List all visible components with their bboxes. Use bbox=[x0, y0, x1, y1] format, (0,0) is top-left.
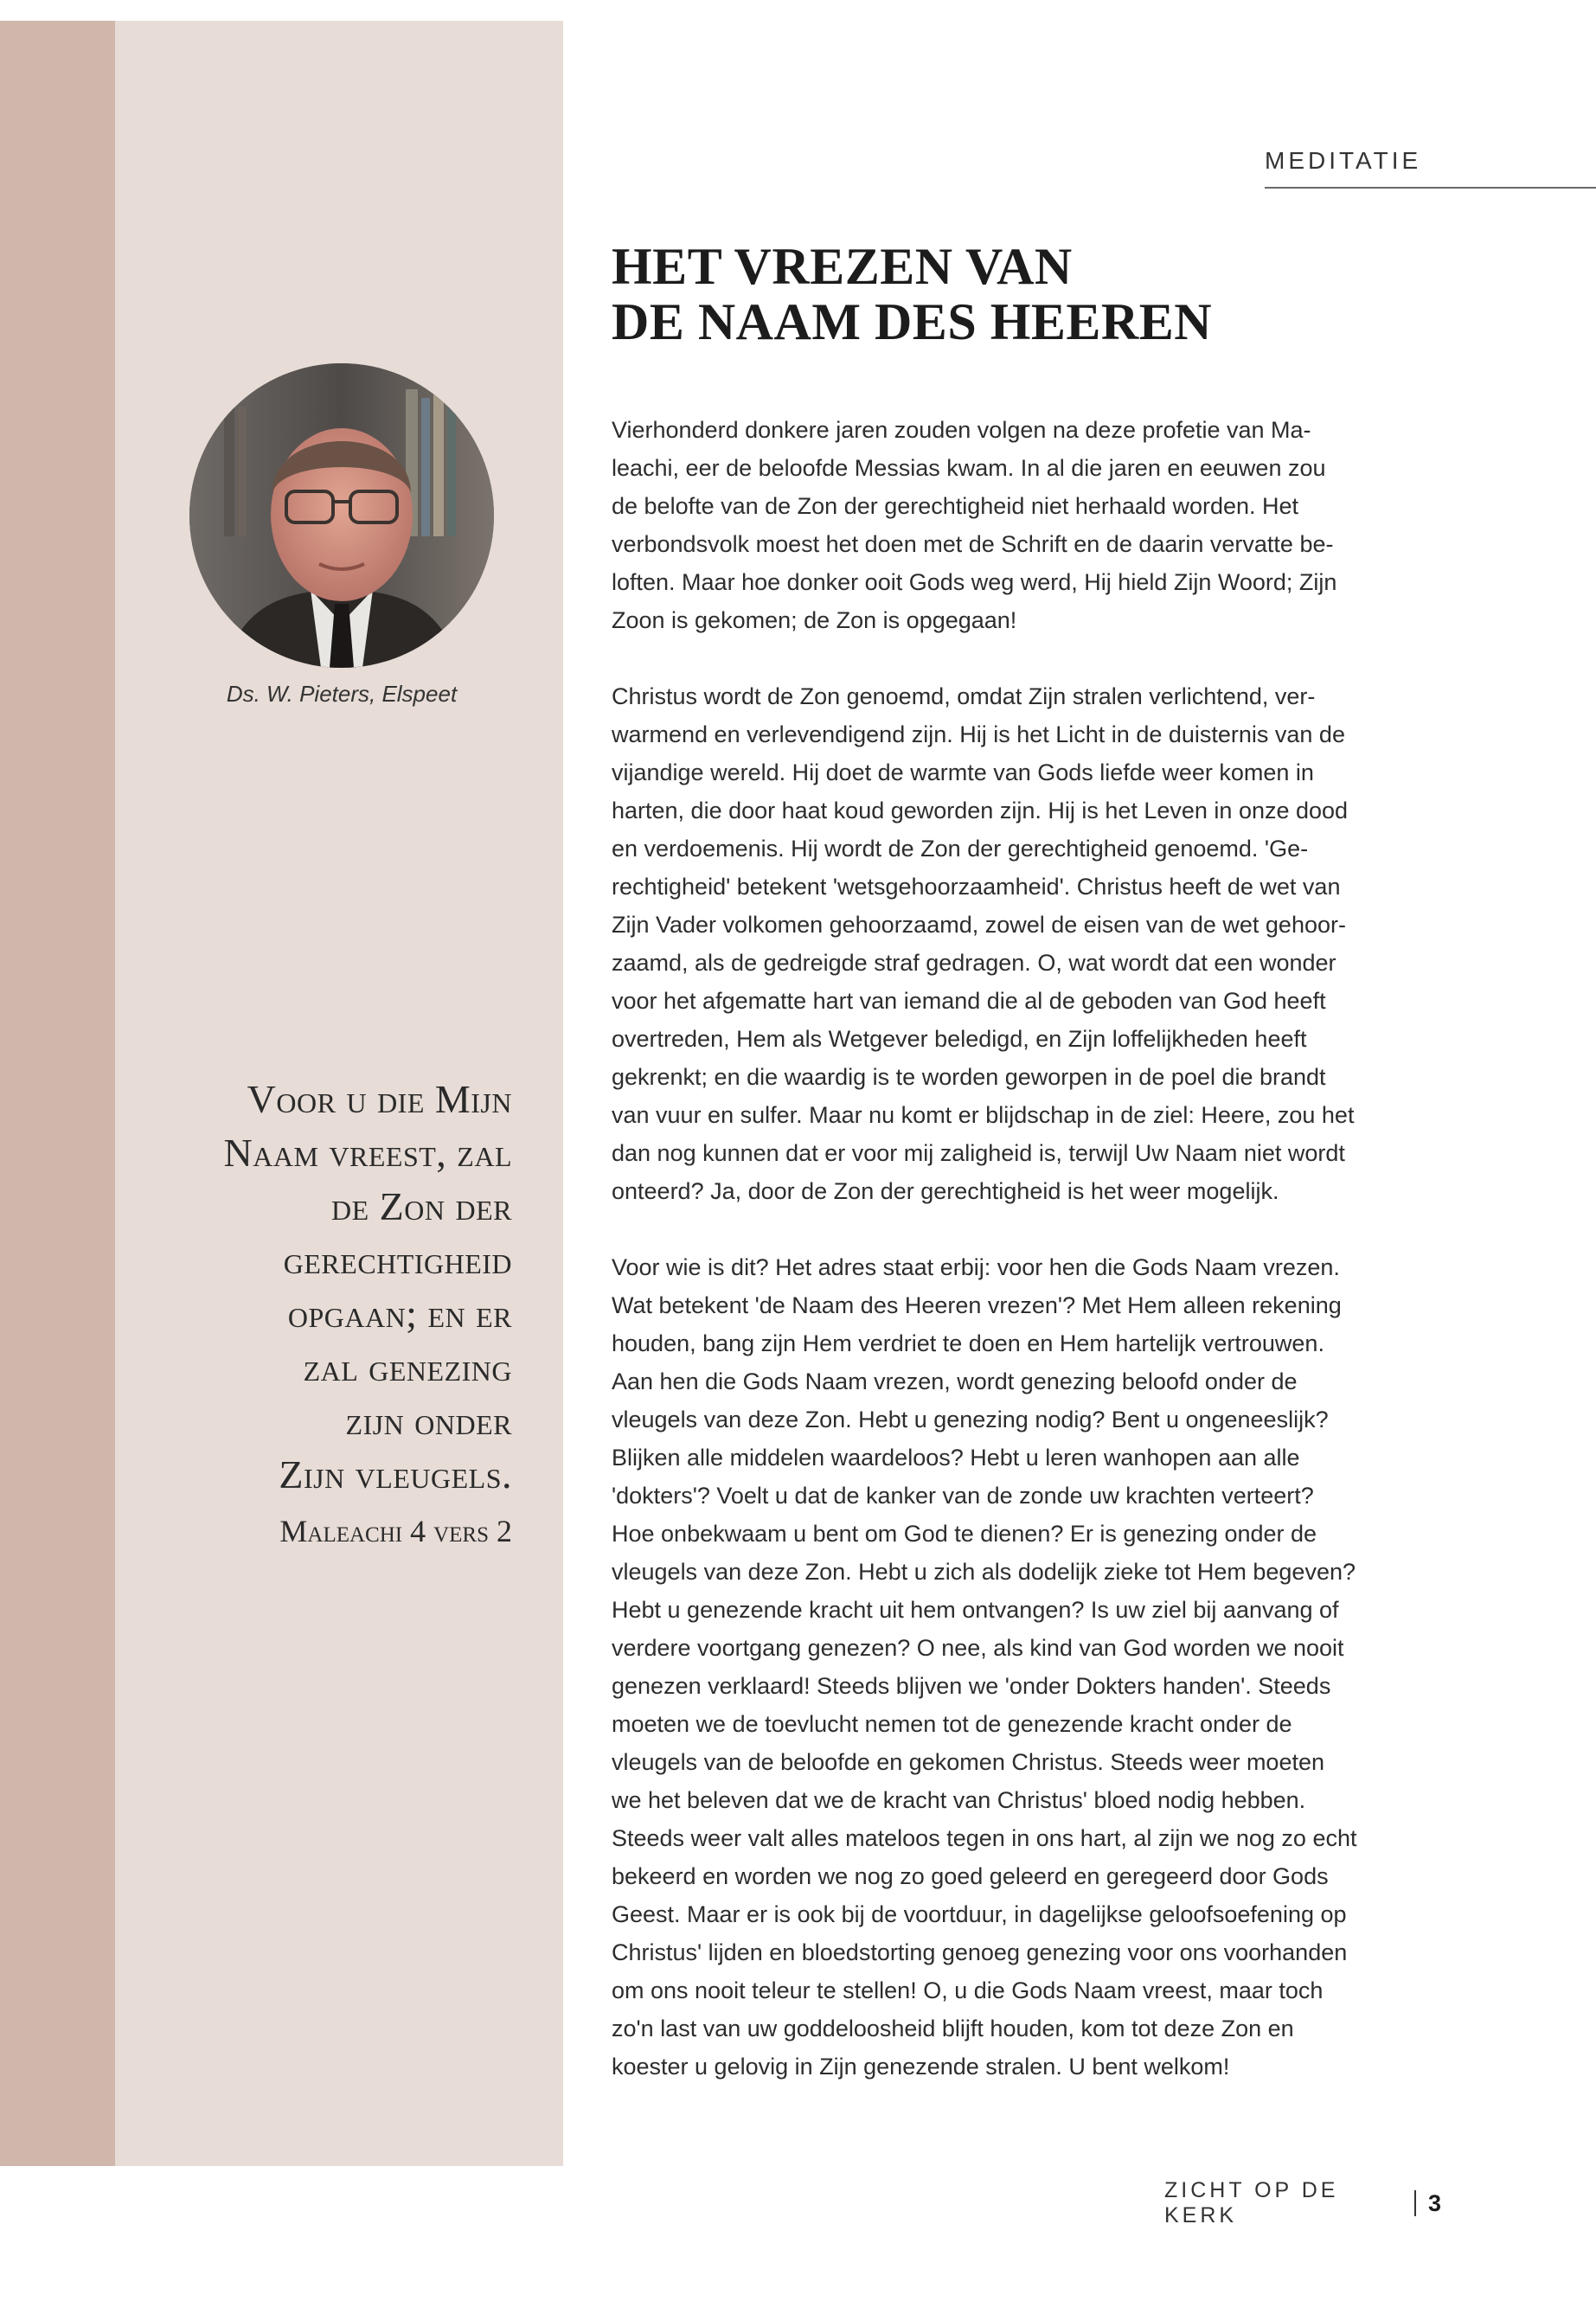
paragraph-line: leachi, eer de beloofde Messias kwam. In al die jaren en eeuwen zou bbox=[612, 455, 1326, 481]
paragraph-line: moeten we de toevlucht nemen tot de genezende kracht onder de bbox=[612, 1711, 1292, 1737]
pull-quote-line: zal genezing bbox=[303, 1345, 512, 1389]
author-portrait-image bbox=[189, 363, 494, 668]
paragraph-line: gekrenkt; en die waardig is te worden geworpen in de poel die brandt bbox=[612, 1064, 1326, 1090]
pull-quote bbox=[156, 1073, 512, 1502]
paragraph-line: Christus' lijden en bloedstorting genoeg genezing voor ons voorhanden bbox=[612, 1939, 1348, 1965]
paragraph-line: Steeds weer valt alles mateloos tegen in ons hart, al zijn we nog zo echt bbox=[612, 1825, 1357, 1851]
paragraph-line: dan nog kunnen dat er voor mij zaligheid is, terwijl Uw Naam niet wordt bbox=[612, 1140, 1345, 1166]
paragraph-line: genezen verklaard! Steeds blijven we 'onder Dokters handen'. Steeds bbox=[612, 1673, 1331, 1699]
author-portrait bbox=[189, 363, 494, 668]
paragraph-line: koester u gelovig in Zijn genezende stralen. U bent welkom! bbox=[612, 2054, 1230, 2080]
paragraph-line: Geest. Maar er is ook bij de voortduur, in dagelijkse geloofsoefening op bbox=[612, 1901, 1347, 1927]
pull-quote-line: gerechtigheid bbox=[283, 1238, 512, 1282]
paragraph-line: bekeerd en worden we nog zo goed geleerd en geregeerd door Gods bbox=[612, 1863, 1329, 1889]
paragraph-line: harten, die door haat koud geworden zijn. Hij is het Leven in onze dood bbox=[612, 798, 1349, 824]
paragraph-line: Voor wie is dit? Het adres staat erbij: voor hen die Gods Naam vrezen. bbox=[612, 1254, 1340, 1280]
page-footer bbox=[1164, 2178, 1441, 2227]
portrait-caption: Ds. W. Pieters, Elspeet bbox=[226, 681, 458, 707]
paragraph-line: verbondsvolk moest het doen met de Schrift en de daarin vervatte be- bbox=[612, 531, 1334, 557]
paragraph-line: we het beleven dat we de kracht van Christus' bloed nodig hebben. bbox=[612, 1787, 1306, 1813]
article-paragraph bbox=[612, 677, 1423, 1210]
article-title bbox=[612, 239, 1477, 349]
pull-quote-line: Zijn vleugels. bbox=[279, 1452, 512, 1497]
article-body bbox=[612, 411, 1423, 2124]
paragraph-line: zo'n last van uw goddeloosheid blijft houden, kom tot deze Zon en bbox=[612, 2016, 1294, 2041]
paragraph-line: Hebt u genezende kracht uit hem ontvangen? Is uw ziel bij aanvang of bbox=[612, 1597, 1339, 1623]
section-rule bbox=[1265, 187, 1596, 189]
paragraph-line: Zijn Vader volkomen gehoorzaamd, zowel de eisen van de wet gehoor- bbox=[612, 912, 1346, 938]
pull-quote-line: de Zon der bbox=[331, 1184, 512, 1228]
paragraph-line: Vierhonderd donkere jaren zouden volgen na deze profetie van Ma- bbox=[612, 417, 1311, 443]
footer-divider bbox=[1414, 2190, 1416, 2216]
paragraph-line: houden, bang zijn Hem verdriet te doen en Hem hartelijk vertrouwen. bbox=[612, 1330, 1324, 1356]
pull-quote-reference: Maleachi 4 vers 2 bbox=[279, 1514, 512, 1548]
paragraph-line: om ons nooit teleur te stellen! O, u die Gods Naam vreest, maar toch bbox=[612, 1977, 1324, 2003]
title-line: HET VREZEN VAN bbox=[612, 238, 1073, 295]
paragraph-line: zaamd, als de gedreigde straf gedragen. O, wat wordt dat een wonder bbox=[612, 950, 1336, 976]
pull-quote-line: Naam vreest, zal bbox=[223, 1131, 512, 1175]
paragraph-line: rechtigheid' betekent 'wetsgehoorzaamheid'. Christus heeft de wet van bbox=[612, 874, 1341, 900]
paragraph-line: 'dokters'? Voelt u dat de kanker van de zonde uw krachten verteert? bbox=[612, 1483, 1314, 1509]
paragraph-line: de belofte van de Zon der gerechtigheid niet herhaald worden. Het bbox=[612, 493, 1299, 519]
paragraph-line: verdere voortgang genezen? O nee, als kind van God worden we nooit bbox=[612, 1635, 1344, 1661]
paragraph-line: Blijken alle middelen waardeloos? Hebt u leren wanhopen aan alle bbox=[612, 1445, 1300, 1471]
paragraph-line: vleugels van de beloofde en gekomen Christus. Steeds weer moeten bbox=[612, 1749, 1325, 1775]
page-number: 3 bbox=[1427, 2189, 1441, 2216]
paragraph-line: en verdoemenis. Hij wordt de Zon der gerechtigheid genoemd. 'Ge- bbox=[612, 836, 1309, 862]
paragraph-line: loften. Maar hoe donker ooit Gods weg werd, Hij hield Zijn Woord; Zijn bbox=[612, 569, 1337, 595]
paragraph-line: overtreden, Hem als Wetgever beledigd, en Zijn loffelijkheden heeft bbox=[612, 1026, 1307, 1052]
paragraph-line: Aan hen die Gods Naam vrezen, wordt genezing beloofd onder de bbox=[612, 1368, 1298, 1394]
paragraph-line: vijandige wereld. Hij doet de warmte van Gods liefde weer komen in bbox=[612, 760, 1314, 785]
paragraph-line: van vuur en sulfer. Maar nu komt er blijdschap in de ziel: Heere, zou het bbox=[612, 1102, 1355, 1128]
sidebar-accent-band bbox=[0, 21, 115, 2166]
paragraph-line: Zoon is gekomen; de Zon is opgegaan! bbox=[612, 607, 1017, 633]
paragraph-line: onteerd? Ja, door de Zon der gerechtigheid is het weer mogelijk. bbox=[612, 1178, 1279, 1204]
pull-quote-line: zijn onder bbox=[345, 1399, 512, 1443]
article-paragraph bbox=[612, 411, 1423, 639]
paragraph-line: Wat betekent 'de Naam des Heeren vrezen'? Met Hem alleen rekening bbox=[612, 1292, 1342, 1318]
paragraph-line: voor het afgematte hart van iemand die al de geboden van God heeft bbox=[612, 988, 1326, 1014]
section-label: MEDITATIE bbox=[1265, 147, 1422, 174]
pull-quote-line: opgaan; en er bbox=[287, 1292, 512, 1336]
paragraph-line: vleugels van deze Zon. Hebt u zich als dodelijk zieke tot Hem begeven? bbox=[612, 1559, 1356, 1585]
paragraph-line: warmend en verlevendigend zijn. Hij is het Licht in de duisternis van de bbox=[612, 721, 1345, 747]
paragraph-line: vleugels van deze Zon. Hebt u genezing nodig? Bent u ongeneeslijk? bbox=[612, 1407, 1329, 1433]
paragraph-line: Christus wordt de Zon genoemd, omdat Zijn stralen verlichtend, ver- bbox=[612, 683, 1316, 709]
title-line: DE NAAM DES HEEREN bbox=[612, 293, 1213, 350]
article-paragraph bbox=[612, 1248, 1423, 2086]
pull-quote-line: Voor u die Mijn bbox=[247, 1077, 512, 1121]
paragraph-line: Hoe onbekwaam u bent om God te dienen? Er is genezing onder de bbox=[612, 1521, 1317, 1547]
publication-name: ZICHT OP DE KERK bbox=[1164, 2178, 1339, 2227]
